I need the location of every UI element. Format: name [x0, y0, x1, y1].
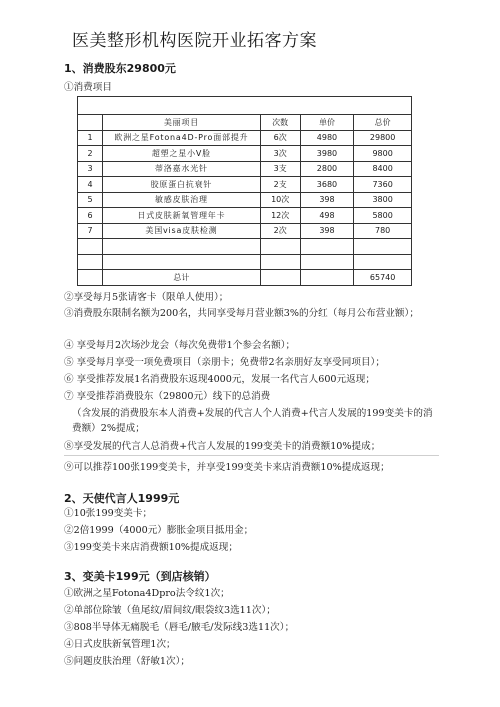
table-total-label: 总计	[103, 270, 260, 286]
table-empty-row	[78, 97, 412, 115]
table-row	[78, 177, 412, 193]
section1-point: ④ 享受每月2次场沙龙会（每次免费带1个参会名额）；	[64, 340, 296, 351]
table-cell: 3次	[260, 146, 300, 162]
table-cell: 日式皮肤新氧管理年卡	[103, 208, 260, 224]
section1-subheading: ①消费项目	[64, 82, 112, 93]
section3-point: ①欧洲之星Fotona4Dpro法令纹1次；	[64, 588, 230, 599]
page-title: 医美整形机构医院开业拓客方案	[72, 31, 317, 51]
table-cell: 4	[78, 177, 103, 193]
section1-heading: 1、消费股东29800元	[64, 62, 176, 75]
table-cell: 780	[354, 223, 412, 239]
table-cell: 498	[300, 208, 354, 224]
section3-point: ③808半导体无痛脱毛（唇毛/腋毛/发际线3选11次）；	[64, 622, 295, 633]
table-header-row	[78, 115, 412, 131]
section3-heading: 3、变美卡199元（到店核销）	[64, 570, 216, 583]
divider	[64, 455, 439, 456]
table-cell: 398	[300, 223, 354, 239]
table-header-cell: 总价	[354, 115, 412, 131]
table-row	[78, 208, 412, 224]
table-cell: 398	[300, 192, 354, 208]
table-cell: 美国visa皮肤检测	[103, 223, 260, 239]
table-cell: 3680	[300, 177, 354, 193]
table-cell: 7	[78, 223, 103, 239]
section3-point: ⑤问题皮肤治理（舒敏1次）；	[64, 656, 191, 667]
table-row	[78, 192, 412, 208]
table-header-cell	[78, 115, 103, 131]
table-cell: 超塑之星小V脸	[103, 146, 260, 162]
table-empty-row	[78, 254, 412, 270]
table-row	[78, 130, 412, 146]
section1-point: ⑦ 享受推荐消费股东（29800元）线下的总消费	[64, 391, 271, 402]
section1-point: ⑧享受发展的代言人总消费+代言人发展的199变美卡的消费额10%提成；	[64, 441, 381, 452]
table-row	[78, 161, 412, 177]
table-cell: 2支	[260, 177, 300, 193]
table-total-row	[78, 270, 412, 286]
section2-heading: 2、天使代言人1999元	[64, 492, 180, 505]
section1-point: ③消费股东限制名额为200名，共同享受每月营业额3%的分红（每月公布营业额）；	[64, 308, 419, 319]
table-row	[78, 146, 412, 162]
table-cell: 2	[78, 146, 103, 162]
table-cell: 4980	[300, 130, 354, 146]
table-cell: 1	[78, 130, 103, 146]
table-empty-row	[78, 239, 412, 255]
table-cell: 12次	[260, 208, 300, 224]
table-cell: 2次	[260, 223, 300, 239]
table-cell: 8400	[354, 161, 412, 177]
section2-point: ②2倍1999（4000元）膨胀金项目抵用金；	[64, 525, 254, 536]
section1-point: （含发展的消费股东本人消费+发展的代言人个人消费+代言人发展的199变美卡的消费额）2%提成；	[72, 408, 433, 434]
table-cell: 蒂洛嘉水光针	[103, 161, 260, 177]
section2-point: ③199变美卡来店消费额10%提成返现；	[64, 542, 238, 553]
table-cell: 3980	[300, 146, 354, 162]
table-cell: 5	[78, 192, 103, 208]
table-cell: 胶原蛋白抗衰针	[103, 177, 260, 193]
section3-point: ④日式皮肤新氧管理1次；	[64, 639, 176, 650]
table-cell: 2800	[300, 161, 354, 177]
section1-point: ⑥ 享受推荐发展1名消费股东返现4000元，发展一名代言人600元返现；	[64, 374, 375, 385]
section1-point: ⑤ 享受每月享受一项免费项目（亲朋卡；免费带2名亲朋好友享受同项目）；	[64, 357, 385, 368]
table-cell: 3支	[260, 161, 300, 177]
table-cell: 欧洲之星Fotona4D-Pro面部提升	[103, 130, 260, 146]
table-cell: 29800	[354, 130, 412, 146]
section2-point: ①10张199变美卡；	[64, 508, 153, 519]
table-row	[78, 223, 412, 239]
section3-point: ②单部位除皱（鱼尾纹/眉间纹/眼袋纹3选11次）；	[64, 605, 276, 616]
table-cell: 3	[78, 161, 103, 177]
table-cell: 7360	[354, 177, 412, 193]
table-total-value: 65740	[354, 270, 412, 286]
table-header-cell: 单价	[300, 115, 354, 131]
table-cell: 敏感皮肤治理	[103, 192, 260, 208]
table-header-cell: 次数	[260, 115, 300, 131]
section1-point: ②享受每月5张请客卡（限单人使用）；	[64, 292, 229, 303]
table-cell: 10次	[260, 192, 300, 208]
table-cell: 3800	[354, 192, 412, 208]
table-cell: 6次	[260, 130, 300, 146]
consumption-items-table	[77, 96, 412, 286]
table-cell: 5800	[354, 208, 412, 224]
table-cell: 6	[78, 208, 103, 224]
table-header-cell: 美丽项目	[103, 115, 260, 131]
section1-point: ⑨可以推荐100张199变美卡，并享受199变美卡来店消费额10%提成返现；	[64, 462, 390, 473]
table-cell: 9800	[354, 146, 412, 162]
